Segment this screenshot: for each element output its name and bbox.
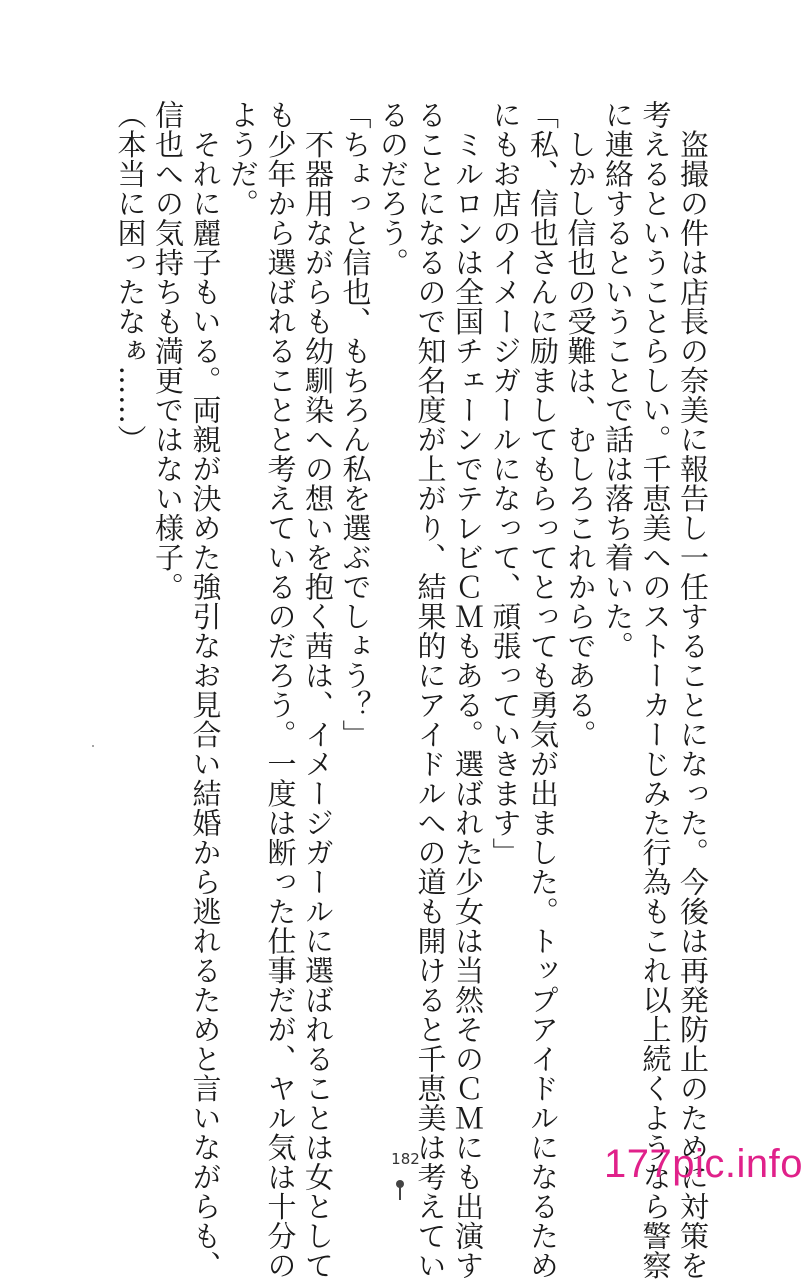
text-line: しかし信也の受難は、むしろこれからである。	[563, 100, 598, 749]
text-line: 「ちょっと信也、もちろん私を選ぶでしょう？」	[338, 100, 373, 749]
text-line: 不器用ながらも幼馴染への想いを抱く茜は、イメージガールに選ばれることは女として	[301, 100, 335, 1280]
page-number: 182	[391, 1150, 420, 1168]
text-line: ミルロンは全国チェーンでテレビＣＭもある。選ばれた少女は当然そのＣＭにも出演す	[451, 100, 485, 1280]
text-line: るのだろう。	[376, 100, 410, 277]
text-line: 「私、信也さんに励ましてもらってとっても勇気が出ました。トップアイドルになるため	[526, 100, 560, 1280]
text-line: 信也への気持ちも満更ではない様子。	[151, 100, 185, 602]
text-line: に連絡するということで話は落ち着いた。	[601, 100, 635, 661]
text-line: 盗撮の件は店長の奈美に報告し一任することになった。今後は再発防止のために対策を	[676, 100, 710, 1280]
text-line: も少年から選ばれることと考えているのだろう。一度は断った仕事だが、ヤル気は十分の	[263, 100, 298, 1280]
text-line: にもお店のイメージガールになって、頑張っていきます」	[488, 100, 523, 867]
text-line: 考えるということらしい。千恵美へのストーカーじみた行為もこれ以上続くようなら警察	[638, 100, 673, 1280]
scan-speck	[92, 745, 94, 747]
text-line: ようだ。	[226, 100, 260, 218]
page-marker-stem	[399, 1187, 401, 1200]
text-line: ることになるので知名度が上がり、結果的にアイドルへの道も開けると千恵美は考えてい	[413, 100, 448, 1280]
text-line: それに麗子もいる。両親が決めた強引なお見合い結婚から逃れるためと言いながらも、	[188, 100, 223, 1280]
text-line: （本当に困ったなぁ……）	[113, 100, 148, 454]
watermark: 177pic.info	[604, 1142, 803, 1186]
